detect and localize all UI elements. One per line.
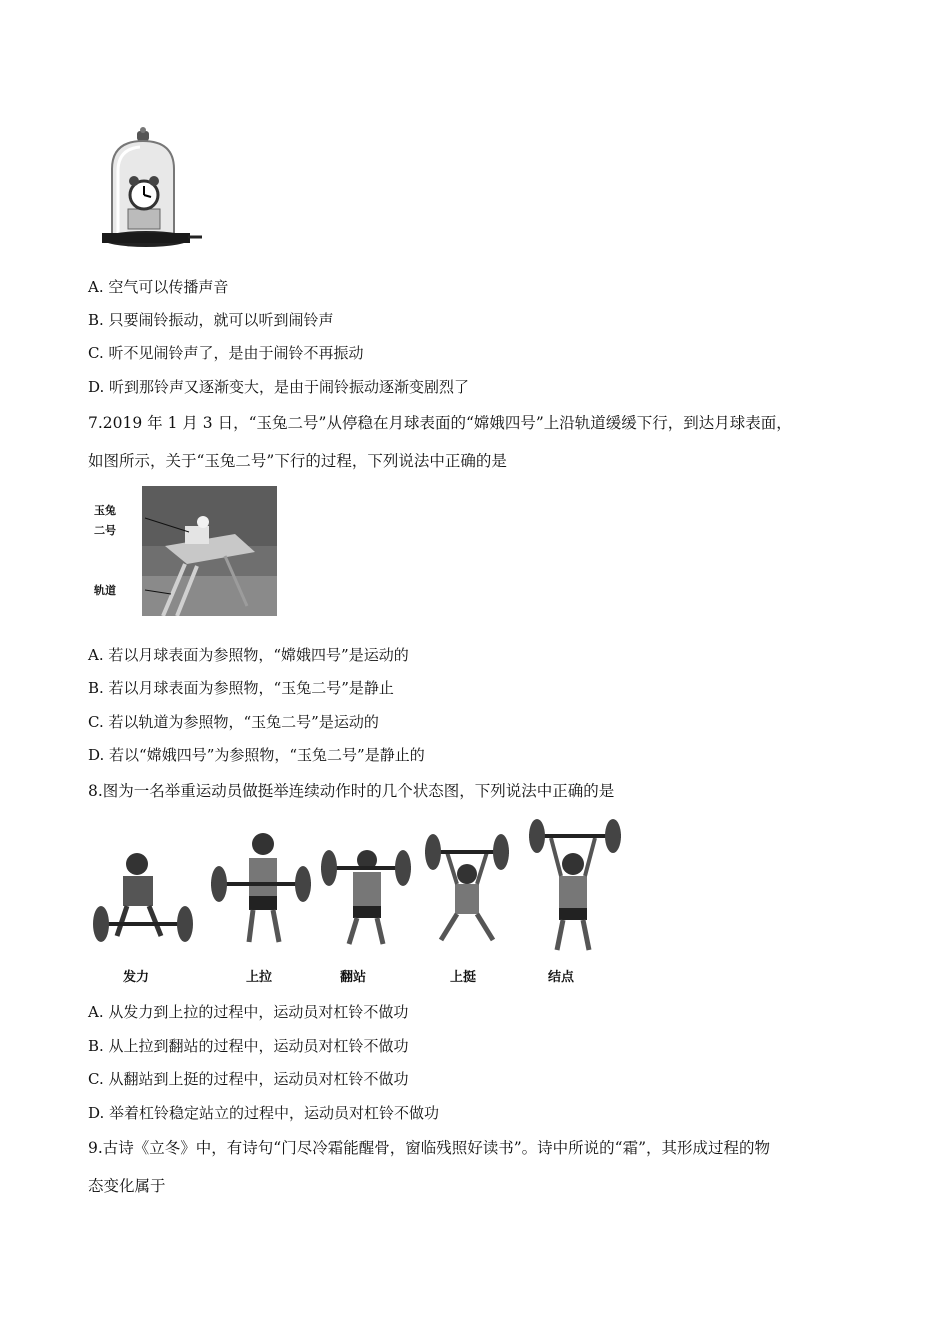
rover-label-2: 二号	[94, 524, 116, 537]
track-label: 轨道	[94, 584, 116, 597]
q7-option-b: B. 若以月球表面为参照物，“玉兔二号”是静止	[88, 679, 394, 697]
caption-shangting: 上挺	[450, 970, 477, 985]
q6-option-d: D. 听到那铃声又逐渐变大，是由于闹铃振动逐渐变剧烈了	[88, 378, 470, 396]
q8-option-a: A. 从发力到上拉的过程中，运动员对杠铃不做功	[88, 1003, 409, 1021]
weightlifter-sequence-figure	[85, 818, 630, 953]
q7-option-a: A. 若以月球表面为参照物，“嫦娥四号”是运动的	[88, 646, 409, 664]
lifter-pose-5	[529, 819, 621, 950]
q7-option-c: C. 若以轨道为参照物，“玉兔二号”是运动的	[88, 713, 379, 731]
q6-option-b: B. 只要闹铃振动，就可以听到闹铃声	[88, 311, 334, 329]
lifter-pose-4	[425, 834, 509, 940]
lifter-pose-2	[211, 833, 311, 942]
q7-option-d: D. 若以“嫦娥四号”为参照物，“玉兔二号”是静止的	[88, 746, 425, 764]
rover-label-1: 玉兔	[94, 504, 116, 517]
caption-fali: 发力	[123, 970, 150, 985]
q7-stem-line1: 7.2019 年 1 月 3 日，“玉兔二号”从停稳在月球表面的“嫦娥四号”上沿轨道缓缓下行，到达月球表面，	[88, 414, 792, 432]
lifter-pose-3	[321, 850, 411, 944]
q7-stem-line2: 如图所示，关于“玉兔二号”下行的过程，下列说法中正确的是	[88, 452, 507, 470]
q9-stem-line2: 态变化属于	[88, 1177, 166, 1195]
caption-shangla: 上拉	[246, 970, 273, 985]
lifter-pose-1	[93, 853, 193, 942]
q8-option-b: B. 从上拉到翻站的过程中，运动员对杠铃不做功	[88, 1037, 409, 1055]
q6-option-a: A. 空气可以传播声音	[88, 278, 229, 296]
bell-jar-figure	[100, 125, 204, 255]
caption-jiedian: 结点	[548, 970, 575, 985]
caption-fanzhan: 翻站	[340, 970, 367, 985]
q8-option-c: C. 从翻站到上挺的过程中，运动员对杠铃不做功	[88, 1070, 409, 1088]
lunar-rover-photo	[125, 486, 277, 616]
q8-stem: 8.图为一名举重运动员做挺举连续动作时的几个状态图，下列说法中正确的是	[88, 782, 615, 800]
q6-option-c: C. 听不见闹铃声了，是由于闹铃不再振动	[88, 344, 364, 362]
q8-option-d: D. 举着杠铃稳定站立的过程中，运动员对杠铃不做功	[88, 1104, 440, 1122]
q9-stem-line1: 9.古诗《立冬》中，有诗句“门尽冷霜能醒骨，窗临残照好读书”。诗中所说的“霜”，其形成过程的物	[88, 1139, 770, 1157]
